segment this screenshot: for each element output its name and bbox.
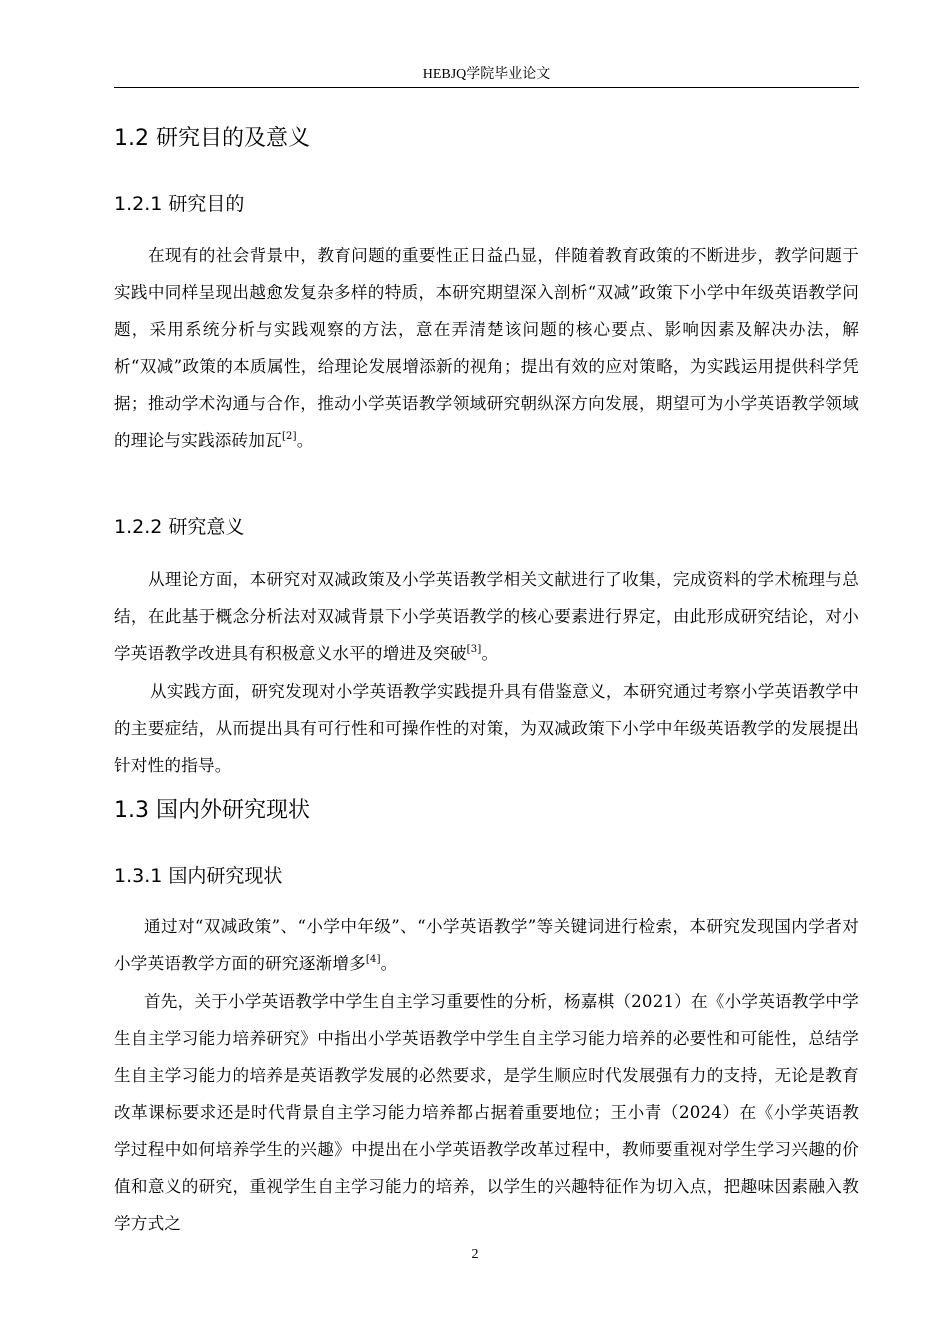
paragraph-text: 通过对“双减政策”、“小学中年级”、“小学英语教学”等关键词进行检索，本研究发现国内学者对小学英语教学方面的研究逐渐增多 — [114, 917, 859, 973]
page-number: 2 — [471, 1247, 479, 1262]
heading-1-3: 1.3 国内外研究现状 — [114, 798, 310, 823]
paragraph-theory-significance — [114, 561, 859, 672]
paragraph-text: 在现有的社会背景中，教育问题的重要性正日益凸显，伴随着教育政策的不断进步，教学问题于实践中同样呈现出越愈发复杂多样的特质，本研究期望深入剖析“双减”政策下小学中年级英语教学问题，采用系统分析与实践观察的方法，意在弄清楚该问题的核心要点、影响因素及解决办法，解析“双减”政策的本质属性，给理论发展增添新的视角；提出有效的应对策略，为实践运用提供科学凭据；推动学术沟通与合作，推动小学英语教学领域研究朝纵深方向发展，期望可为小学英语教学领域的理论与实践添砖加瓦 — [114, 246, 859, 450]
heading-1-3-1: 1.3.1 国内研究现状 — [114, 865, 283, 887]
paragraph-text: 从理论方面，本研究对双减政策及小学英语教学相关文献进行了收集，完成资料的学术梳理与总结，在此基于概念分析法对双减背景下小学英语教学的核心要素进行界定，由此形成研究结论，对小学英语教学改进具有积极意义水平的增进及突破 — [114, 570, 859, 663]
heading-1-2: 1.2 研究目的及意义 — [114, 126, 310, 151]
citation: [3] — [466, 644, 482, 655]
running-header: HEBJQ学院毕业论文 — [422, 67, 551, 82]
paragraph-research-purpose — [114, 237, 859, 459]
heading-1-2-2: 1.2.2 研究意义 — [114, 516, 245, 538]
header-rule — [114, 87, 859, 88]
paragraph-end: 。 — [296, 431, 314, 450]
paragraph-end: 。 — [481, 644, 499, 663]
heading-1-2-1: 1.2.1 研究目的 — [114, 193, 245, 215]
citation: [4] — [365, 954, 381, 965]
paragraph-text: 首先，关于小学英语教学中学生自主学习重要性的分析，杨嘉棋（2021）在《小学英语教学中学生自主学习能力培养研究》中指出小学英语教学中学生自主学习能力培养的必要性和可能性，总结学生自主学习能力的培养是英语教学发展的必然要求，是学生顺应时代发展强有力的支持，无论是教育改革课标要求还是时代背景自主学习能力培养都占据着重要地位；王小青（2024）在《小学英语教学过程中如何培养学生的兴趣》中提出在小学英语教学改革过程中，教师要重视对学生学习兴趣的价值和意义的研究，重视学生自主学习能力的培养，以学生的兴趣特征作为切入点，把趣味因素融入教学方式之 — [114, 992, 859, 1233]
paragraph-text: 从实践方面，研究发现对小学英语教学实践提升具有借鉴意义，本研究通过考察小学英语教学中的主要症结，从而提出具有可行性和可操作性的对策，为双减政策下小学中年级英语教学的发展提出针对性的指导。 — [114, 682, 859, 775]
paragraph-end: 。 — [380, 954, 398, 973]
citation: [2] — [281, 431, 297, 442]
paragraph-practice-significance — [114, 673, 859, 784]
paragraph-domestic-detail — [114, 983, 859, 1242]
paragraph-domestic-overview — [114, 908, 859, 982]
